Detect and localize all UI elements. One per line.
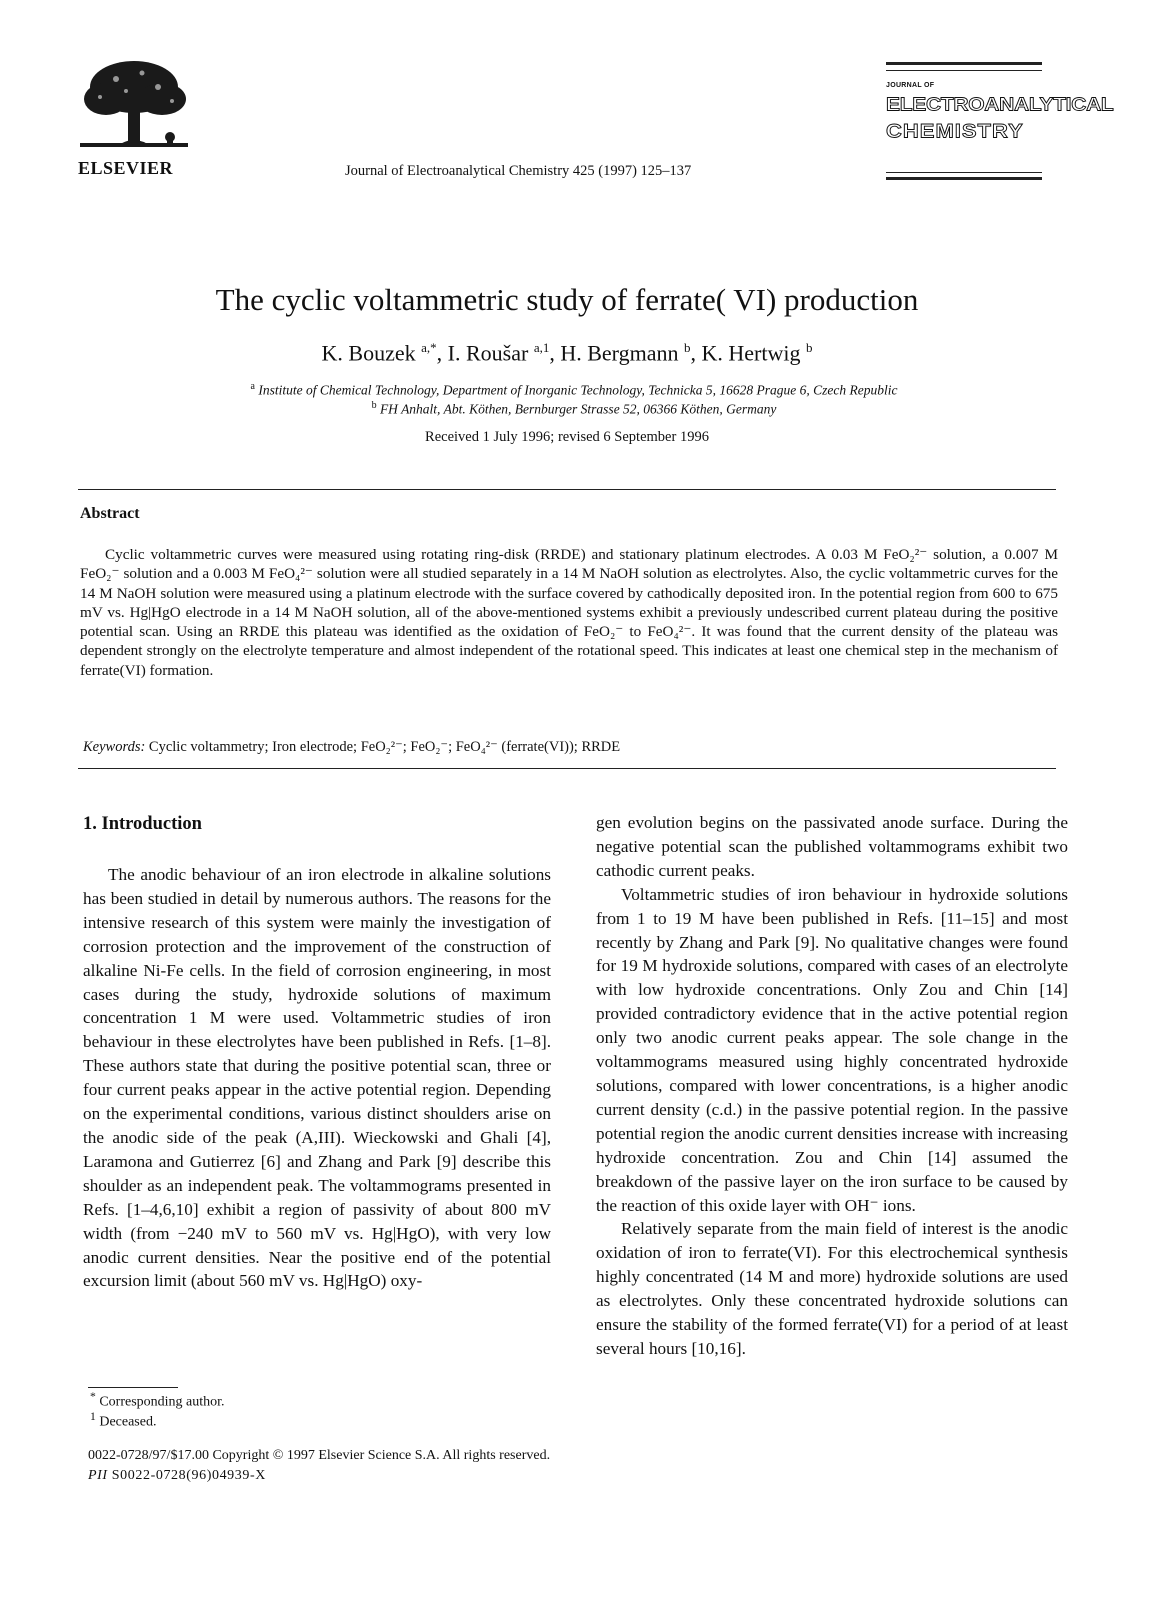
paper-title: The cyclic voltammetric study of ferrate( VI) production	[215, 282, 919, 317]
footnote-text: Deceased.	[99, 1414, 157, 1430]
journal-logo-line2: CHEMISTRY	[886, 119, 1024, 142]
affiliation-a	[0, 381, 1148, 399]
author-list: K. Bouzek $^{a,*}$, I. Roušar $^{a,1}$, H. Bergmann $^b$, K. Hertwig $^b$	[321, 340, 813, 366]
author-name: K. Bouzek	[321, 340, 416, 366]
keywords	[83, 739, 620, 756]
abstract-heading: Abstract	[80, 505, 140, 522]
body-paragraph: gen evolution begins on the passivated anode surface. During the negative potential scan the published voltammograms exhibit two cathodic current peaks.	[596, 813, 1068, 880]
body-paragraph: Voltammetric studies of iron behaviour in hydroxide solutions from 1 to 19 M have been published in Refs. [11–15] and most recently by Zhang and Park [9]. No qualitative changes were found for 19 M hydroxide solutions, compared with cases of an electrolyte with low hydroxide concentrations. Only Zou and Chin [14] provided contradictory evidence that in the active potential region only two anodic current peaks appear. The sole change in the voltammograms measured using highly concentrated hydroxide solutions, compared with lower concentrations, is a higher anodic current density (c.d.) in the passive potential region. In the passive potential region the anodic current densities increase with increasing hydroxide concentration. Zou and Chin [14] assumed the breakdown of the passive layer on the iron surface to be caused by the reaction of this oxide layer with OH⁻ ions.	[596, 884, 1068, 1215]
logo-rule-top-thin	[886, 70, 1042, 71]
footnote-text: Corresponding author.	[99, 1394, 225, 1410]
body-column-left: The anodic behaviour of an iron electrode in alkaline solutions has been studied in detail by numerous authors. The reasons for the intensive research of this system were mainly the investigation of corrosion protection and the improvement of the construction of alkaline Ni-Fe cells. In the field of corrosion engineering, in most cases during the study, hydroxide solutions of maximum concentration 1 M were used. Voltammetric studies of iron behaviour in these electrolytes have been published in Refs. [1–8]. These authors state that during the positive potential scan, three or four current peaks appear in the active potential region. Depending on the experimental conditions, various distinct shoulders arise on the anodic side of the peak (A,III). Wieckowski and Ghali [4], Laramona and Gutierrez [6] and Zhang and Park [9] describe this shoulder as an independent peak. The voltammograms presented in Refs. [1–4,6,10] exhibit a region of passivity of about 800 mV width (from −240 mV to 560 mV vs. Hg|HgO), with very low anodic current densities. Near the positive end of the potential excursion limit (about 560 mV vs. Hg|HgO) oxy-	[83, 865, 551, 1291]
affiliation-text: Institute of Chemical Technology, Department of Inorganic Technology, Technicka 5, 16628 Prague 6, Czech Republic	[258, 382, 898, 398]
section-heading: 1. Introduction	[83, 814, 202, 834]
footnote-rule	[88, 1387, 178, 1388]
logo-rule-bottom-thin	[886, 172, 1042, 173]
author-affil-mark: b	[805, 340, 813, 355]
affiliation-b	[0, 400, 1148, 418]
logo-rule-top	[886, 62, 1042, 65]
affiliation-text: FH Anhalt, Abt. Köthen, Bernburger Strasse 52, 06366 Köthen, Germany	[379, 401, 777, 417]
author-affil-mark: b	[683, 340, 691, 355]
journal-logo	[886, 62, 1114, 182]
keywords-text: Cyclic voltammetry; Iron electrode; FeO₂²⁻; FeO₂⁻; FeO₄²⁻ (ferrate(VI)); RRDE	[148, 739, 621, 755]
copyright-line: 0022-0728/97/$17.00 Copyright © 1997 Elsevier Science S.A. All rights reserved.	[88, 1448, 551, 1463]
logo-rule-bottom	[886, 177, 1042, 180]
author-name: I. Roušar	[447, 340, 529, 366]
author-name: K. Hertwig	[701, 340, 801, 366]
pii-line	[88, 1468, 266, 1484]
author-affil-mark: a,1	[533, 340, 550, 355]
received-dates: Received 1 July 1996; revised 6 September 1996	[425, 429, 709, 445]
keywords-label: Keywords:	[83, 739, 146, 755]
pii-value: S0022-0728(96)04939-X	[111, 1468, 266, 1483]
elsevier-tree-logo	[76, 57, 192, 157]
journal-logo-line1: ELECTROANALYTICAL	[886, 94, 1114, 115]
body-paragraph: Relatively separate from the main field of interest is the anodic oxidation of iron to ferrate(VI). For this electrochemical synthesis highly concentrated (14 M and more) hydroxide solutions are used as electrolytes. Only these concentrated hydroxide solutions can ensure the stability of the formed ferrate(VI) for a period of at least several hours [10,16].	[596, 1219, 1068, 1358]
abstract-rule-top	[78, 489, 1056, 490]
journal-citation: Journal of Electroanalytical Chemistry 425 (1997) 125–137	[345, 163, 692, 179]
author-affil-mark: a,*	[421, 340, 437, 355]
body-column-right	[596, 811, 1068, 1361]
affiliation-mark: a	[250, 381, 255, 392]
footnote-mark: *	[90, 1390, 96, 1403]
affiliation-mark: b	[371, 400, 377, 411]
abstract-rule-bottom	[78, 768, 1056, 769]
footnote-mark: 1	[90, 1410, 96, 1423]
journal-logo-label: JOURNAL OF	[886, 82, 935, 89]
abstract-text: Cyclic voltammetric curves were measured using rotating ring-disk (RRDE) and stationary platinum electrodes. A 0.03 M FeO₂²⁻ solution, a 0.007 M FeO₂⁻ solution and a 0.003 M FeO₄²⁻ solution were all studied separately in a 14 M NaOH solution as electrolytes. Also, the cyclic voltammetric curves for the 14 M NaOH solution were measured using a platinum electrode with the surface covered by cathodically deposited iron. In the potential region from 600 to 675 mV vs. Hg|HgO electrode in a 14 M NaOH solution, all of the above-mentioned systems exhibit a previously undescribed current plateau during the positive potential scan. Using an RRDE this plateau was identified as the oxidation of FeO₂⁻ to FeO₄²⁻. It was found that the current density of the plateau was dependent strongly on the electrolyte temperature and almost independent of the rotational speed. This indicates at least one chemical step in the mechanism of ferrate(VI) formation.	[80, 546, 1058, 679]
pii-label: PII	[88, 1468, 108, 1483]
footnote	[90, 1410, 156, 1431]
footnote	[90, 1390, 225, 1411]
publisher-name: ELSEVIER	[78, 158, 174, 178]
author-name: H. Bergmann	[560, 340, 679, 366]
